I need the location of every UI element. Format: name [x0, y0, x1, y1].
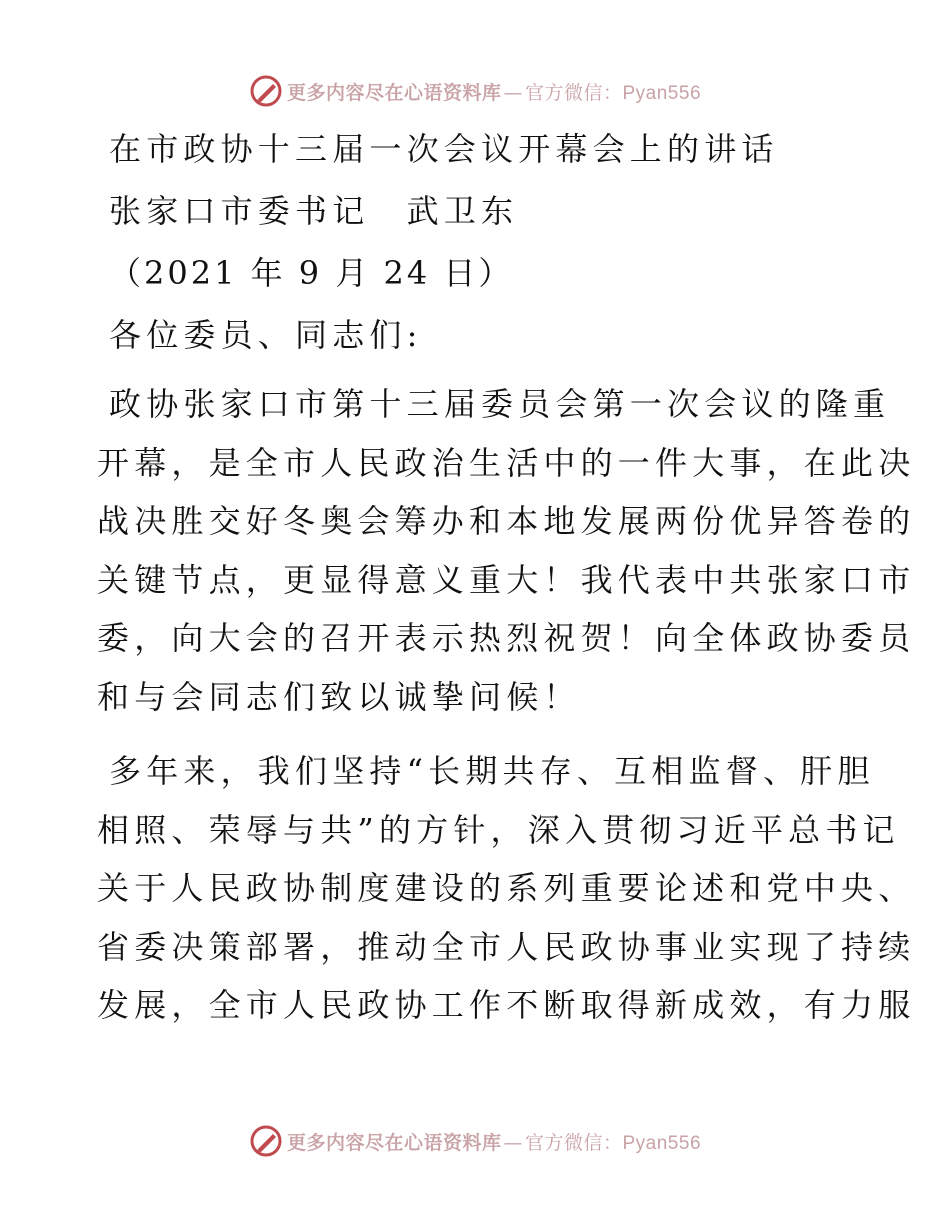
watermark-wechat-id: Pyan556 — [622, 1132, 702, 1154]
watermark-text — [287, 1128, 701, 1155]
paragraph-line: 开幕，是全市人民政治生活中的一件大事，在此决 — [97, 443, 916, 482]
paragraph-2 — [97, 742, 916, 1035]
paragraph-line: 政协张家口市第十三届委员会第一次会议的隆重 — [109, 385, 891, 423]
paragraph-line: 省委决策部署，推动全市人民政协事业实现了持续 — [97, 927, 916, 966]
paragraph-line: 委，向大会的召开表示热烈祝贺！向全体政协委员 — [97, 619, 916, 657]
paragraph-line: 战决胜交好冬奥会筹办和本地发展两份优异答卷的 — [97, 502, 916, 540]
document-title: 在市政协十三届一次会议开幕会上的讲话 — [109, 130, 779, 168]
watermark-main-text: 更多内容尽在心语资料库 — [286, 81, 502, 104]
footer-watermark-banner — [0, 1121, 950, 1161]
paragraph-line: 多年来，我们坚持“长期共存、互相监督、肝胆 — [109, 752, 875, 790]
document-author: 张家口市委书记 武卫东 — [109, 192, 519, 230]
paragraph-line: 关键节点，更显得意义重大！我代表中共张家口市 — [97, 560, 916, 599]
watermark-separator: — — [503, 81, 523, 104]
document-body — [97, 122, 916, 1035]
watermark-wechat-label: 官方微信： — [524, 1131, 623, 1154]
paragraph-line: 发展，全市人民政协工作不断取得新成效，有力服 — [97, 986, 916, 1024]
watermark-main-text: 更多内容尽在心语资料库 — [286, 1131, 502, 1154]
paragraph-line: 关于人民政协制度建设的系列重要论述和党中央、 — [97, 869, 916, 907]
watermark-wechat-label: 官方微信： — [524, 81, 623, 104]
paragraph-1 — [97, 375, 916, 726]
document-date: （2021 年 9 月 24 日） — [109, 254, 514, 292]
paragraph-line: 相照、荣辱与共”的方针，深入贯彻习近平总书记 — [97, 810, 900, 849]
document-salutation: 各位委员、同志们: — [109, 316, 423, 354]
paragraph-line: 和与会同志们致以诚挚问候！ — [97, 677, 581, 716]
watermark-separator: — — [503, 1131, 523, 1154]
watermark-wechat-id: Pyan556 — [622, 82, 702, 104]
pen-circle-logo-icon — [249, 1124, 283, 1158]
pen-circle-logo-icon — [249, 74, 283, 108]
watermark-text — [287, 78, 701, 105]
header-watermark-banner — [0, 71, 950, 111]
